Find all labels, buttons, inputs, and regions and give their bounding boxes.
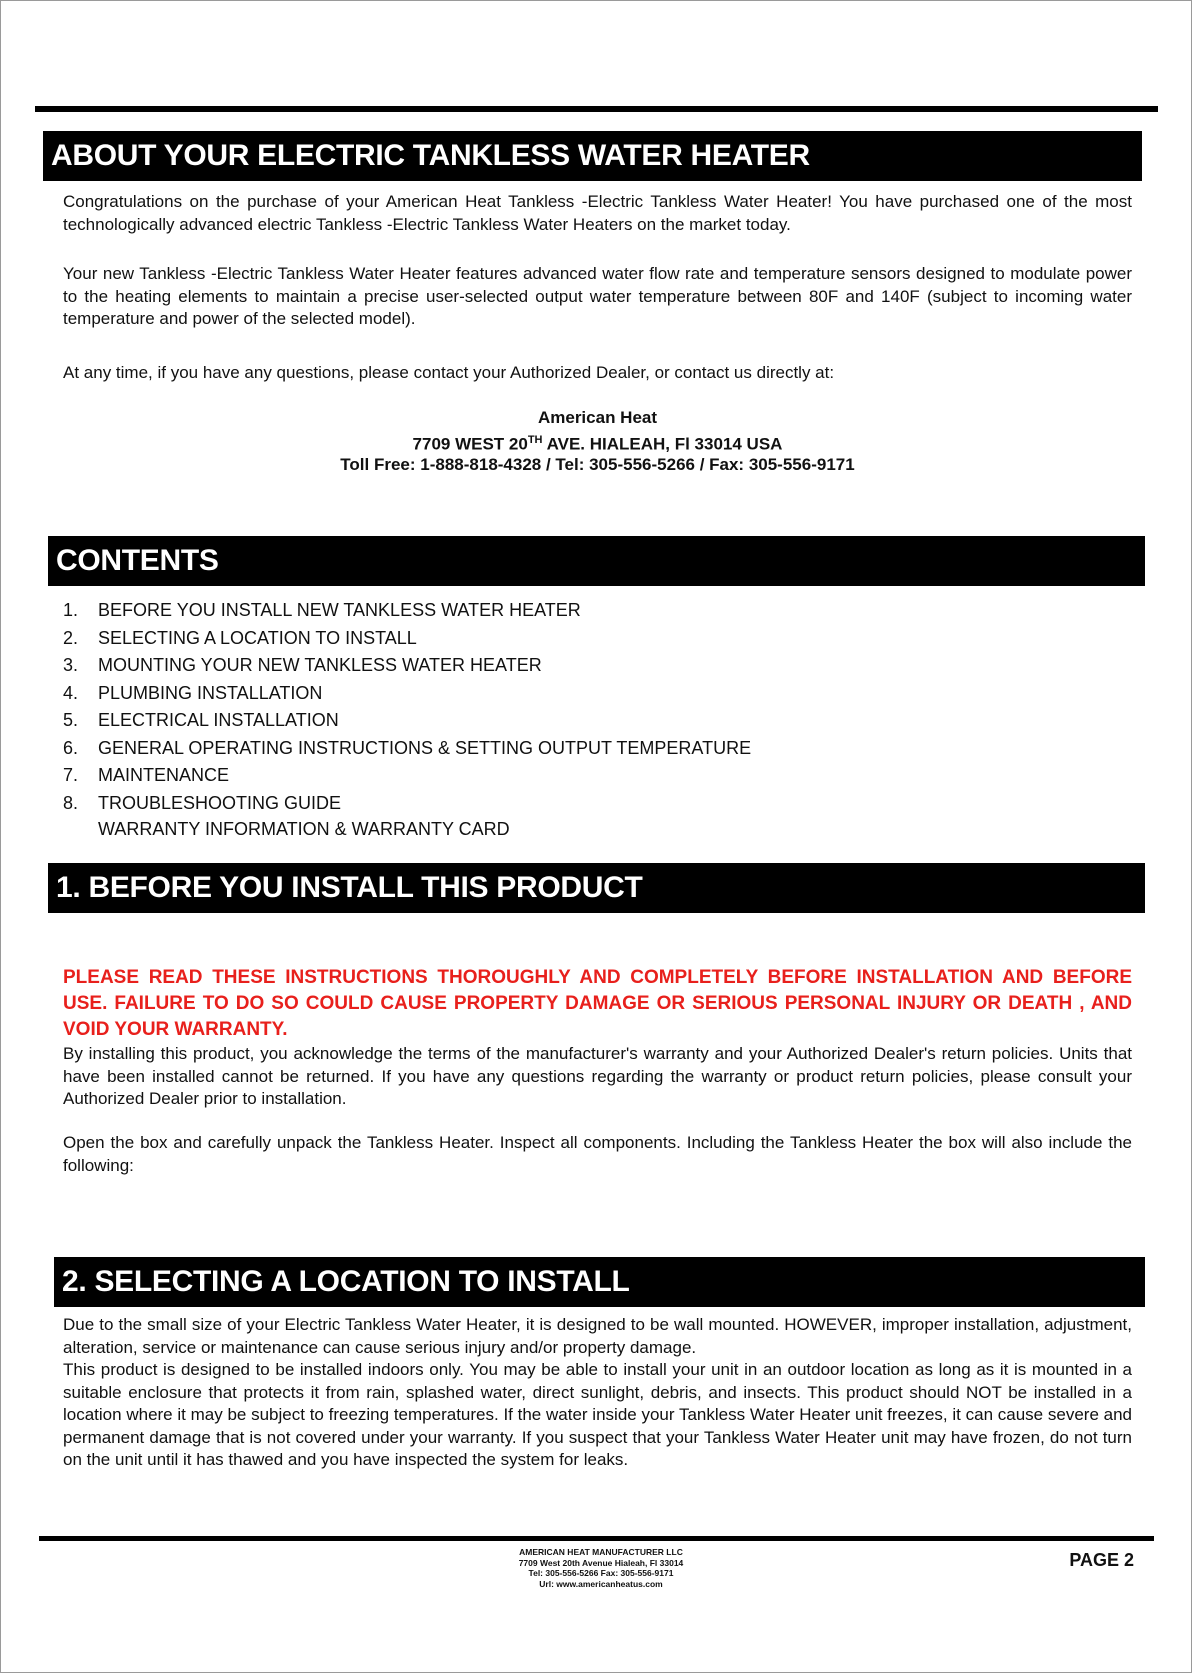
footer-company-info xyxy=(401,1547,801,1589)
company-address xyxy=(63,429,1132,456)
contents-list xyxy=(63,597,1132,841)
contents-item-label: SELECTING A LOCATION TO INSTALL xyxy=(98,627,417,648)
section-1-heading: 1. BEFORE YOU INSTALL THIS PRODUCT xyxy=(48,863,1145,913)
contents-item xyxy=(63,680,1132,708)
contents-item xyxy=(63,625,1132,653)
address-street: 7709 WEST 20 xyxy=(412,434,528,454)
footer-url: Url: www.americanheatus.com xyxy=(539,1578,663,1589)
contents-item xyxy=(63,735,1132,763)
contents-item-label: TROUBLESHOOTING GUIDE xyxy=(98,792,342,813)
contents-item-number: 2. xyxy=(63,627,79,648)
section-1-paragraph-1: By installing this product, you acknowledge the terms of the manufacturer's warranty and your Authorized Dealer's return policies. Units that have been installed cannot be returned. If you have any questions regarding the warranty or product return policies, please consult your Authorized Dealer prior to installation. xyxy=(63,1044,1132,1108)
contents-item-label: PLUMBING INSTALLATION xyxy=(98,682,323,703)
contents-item-number: 4. xyxy=(63,682,79,703)
footer-phone-fax: Tel: 305-556-5266 Fax: 305-556-9171 xyxy=(528,1568,674,1578)
contents-item xyxy=(63,707,1132,735)
section-1-paragraph-2: Open the box and carefully unpack the Tankless Heater. Inspect all components. Including the Tankless Heater the box will also include the following: xyxy=(63,1133,1132,1175)
contents-extra-item xyxy=(63,817,1132,841)
contents-item-label: MOUNTING YOUR NEW TANKLESS WATER HEATER xyxy=(98,655,542,675)
address-suffix: TH xyxy=(527,434,543,446)
section-2-paragraph-2: This product is designed to be installed indoors only. You may be able to install your unit in an outdoor location as long as it is mounted in a suitable enclosure that protects it from rain, splashed water, direct sunlight, debris, and insects. This product should NOT be installed in a location where it may be subject to freezing temperatures. If the water inside your Tankless Water Heater unit freezes, it can cause severe and permanent damage that is not covered under your warranty. If you suspect that your Tankless Water Heater unit may have frozen, do not turn on the unit until it has thawed and you have inspected the system for leaks. xyxy=(63,1360,1132,1469)
contents-item-number: 3. xyxy=(63,655,79,675)
contents-item-label: BEFORE YOU INSTALL NEW TANKLESS WATER HEATER xyxy=(98,600,581,620)
contents-item xyxy=(63,597,1132,625)
contents-item xyxy=(63,790,1132,818)
about-paragraph-1: Congratulations on the purchase of your American Heat Tankless -Electric Tankless Water Heater! You have purchased one of the most technologically advanced electric Tankless -Electric Tankless Water Heaters on the market today. xyxy=(63,192,1132,234)
footer-company-name: AMERICAN HEAT MANUFACTURER LLC xyxy=(519,1547,683,1557)
company-phones: Toll Free: 1-888-818-4328 / Tel: 305-556-5266 / Fax: 305-556-9171 xyxy=(340,455,855,474)
contents-item-label: MAINTENANCE xyxy=(98,765,230,785)
warning-notice: PLEASE READ THESE INSTRUCTIONS THOROUGHLY AND COMPLETELY BEFORE INSTALLATION AND BEFORE USE. FAILURE TO DO SO COULD CAUSE PROPERTY DAMAGE OR SERIOUS PERSONAL INJURY OR DEATH , AND VOID YOUR WARRANTY. xyxy=(63,967,1132,1040)
footer-address: 7709 West 20th Avenue Hialeah, Fl 33014 xyxy=(518,1557,684,1568)
contents-heading: CONTENTS xyxy=(48,536,1145,586)
top-rule xyxy=(35,106,1158,112)
section-2-paragraph-1: Due to the small size of your Electric Tankless Water Heater, it is designed to be wall mounted. HOWEVER, improper installation, adjustment, alteration, service or maintenance can cause serious injury and/or property damage. xyxy=(63,1315,1132,1357)
contents-item-number: 5. xyxy=(63,710,79,730)
contents-item-number: 8. xyxy=(63,792,79,813)
about-heading: ABOUT YOUR ELECTRIC TANKLESS WATER HEATER xyxy=(43,131,1142,181)
contents-extra-label: WARRANTY INFORMATION & WARRANTY CARD xyxy=(98,819,510,839)
section-2-heading: 2. SELECTING A LOCATION TO INSTALL xyxy=(54,1257,1145,1307)
contents-item xyxy=(63,762,1132,790)
contents-item-label: GENERAL OPERATING INSTRUCTIONS & SETTING OUTPUT TEMPERATURE xyxy=(98,737,752,758)
address-city: AVE. HIALEAH, Fl 33014 USA xyxy=(542,434,783,454)
contents-item-number: 6. xyxy=(63,737,79,758)
contents-item-number: 1. xyxy=(63,600,79,620)
about-paragraph-3: At any time, if you have any questions, please contact your Authorized Dealer, or contact us directly at: xyxy=(63,363,835,382)
bottom-rule xyxy=(39,1536,1154,1541)
contents-item-number: 7. xyxy=(63,765,79,785)
contents-item xyxy=(63,652,1132,680)
company-name: American Heat xyxy=(537,408,658,427)
page-number: PAGE 2 xyxy=(1069,1550,1134,1570)
contents-item-label: ELECTRICAL INSTALLATION xyxy=(98,710,339,730)
about-paragraph-2: Your new Tankless -Electric Tankless Water Heater features advanced water flow rate and temperature sensors designed to modulate power to the heating elements to maintain a precise user-selected output water temperature between 80F and 140F (subject to incoming water temperature and power of the selected model). xyxy=(63,264,1132,328)
